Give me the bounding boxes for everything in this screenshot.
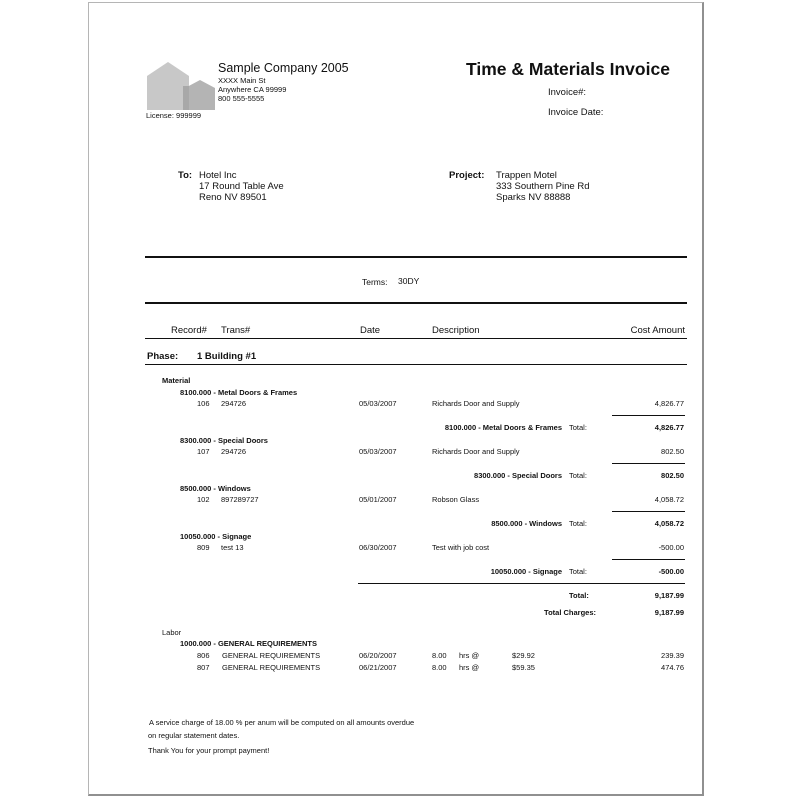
labor-hours: 8.00 [432,651,447,660]
cost-amount: 4,826.77 [654,399,684,408]
trans-number: 294726 [221,447,247,456]
trans-number: 294726 [221,399,247,408]
project-city: Sparks NV 88888 [496,192,571,203]
labor-date: 06/21/2007 [359,663,397,672]
cost-code-total: 4,826.77 [654,423,684,432]
labor-section-label: Labor [162,628,182,637]
to-name: Hotel Inc [199,170,237,181]
trans-description: Richards Door and Supply [432,447,520,456]
cost-code-total: 4,058.72 [654,519,684,528]
invoice-title: Time & Materials Invoice [466,59,670,79]
house-logo-icon [145,58,215,112]
labor-unit: hrs @ [459,651,480,660]
trans-number: 897289727 [221,495,259,504]
cost-amount: 802.50 [661,447,684,456]
labor-amount: 474.76 [661,663,684,672]
phase-rule [145,364,687,365]
labor-rate: $29.92 [512,651,535,660]
labor-unit: hrs @ [459,663,480,672]
to-city: Reno NV 89501 [199,192,267,203]
project-label: Project: [449,170,485,181]
project-street: 333 Southern Pine Rd [496,181,590,192]
service-charge-note-line2: on regular statement dates. [148,731,240,740]
subtotal-rule [612,463,685,464]
cost-amount: 4,058.72 [654,495,684,504]
labor-record-number: 806 [197,651,210,660]
material-total-label: Total: [569,591,589,600]
total-word: Total: [569,567,587,576]
company-address-2: Anywhere CA 99999 [218,85,287,94]
column-cost-amount: Cost Amount [630,325,685,336]
column-trans: Trans# [221,325,251,336]
subtotal-rule [612,415,685,416]
trans-date: 06/30/2007 [359,543,397,552]
cost-code-header: 8100.000 - Metal Doors & Frames [180,388,298,397]
trans-description: Robson Glass [432,495,480,504]
project-name: Trappen Motel [496,170,557,181]
cost-code-total-label: 8300.000 - Special Doors [474,471,562,480]
subtotal-rule [612,511,685,512]
company-phone: 800 555-5555 [218,94,265,103]
trans-description: Richards Door and Supply [432,399,520,408]
service-charge-prefix: A service charge of [149,718,213,727]
record-number: 102 [197,495,210,504]
labor-amount: 239.39 [661,651,684,660]
material-total: 9,187.99 [654,591,684,600]
column-date: Date [360,325,381,336]
record-number: 809 [197,543,210,552]
trans-number: test 13 [221,543,244,552]
record-number: 107 [197,447,210,456]
column-description: Description [432,325,480,336]
labor-date: 06/20/2007 [359,651,397,660]
license-number: License: 999999 [146,111,202,120]
header-rule [145,338,687,339]
cost-code-total: 802.50 [661,471,684,480]
terms-value: 30DY [398,276,420,286]
record-number: 106 [197,399,210,408]
cost-code-total-label: 8100.000 - Metal Doors & Frames [444,423,562,432]
cost-code-total-label: 10050.000 - Signage [490,567,562,576]
cost-amount: -500.00 [658,543,684,552]
column-record: Record# [171,325,207,336]
trans-date: 05/03/2007 [359,447,397,456]
material-total-rule [358,583,685,584]
terms-bottom-rule [145,302,687,304]
company-address-1: XXXX Main St [218,76,266,85]
thank-you-note: Thank You for your prompt payment! [148,746,270,755]
trans-description: Test with job cost [432,543,490,552]
subtotal-rule [612,559,685,560]
phase-label: Phase: [147,351,179,362]
labor-description: GENERAL REQUIREMENTS [222,663,321,672]
service-charge-rate: 18.00 [214,718,234,727]
cost-code-total-label: 8500.000 - Windows [491,519,562,528]
invoice-date-label: Invoice Date: [548,107,604,118]
terms-label: Terms: [362,277,388,287]
service-charge-note [149,718,414,727]
total-word: Total: [569,423,587,432]
cost-code-header: 10050.000 - Signage [180,532,252,541]
terms-top-rule [145,256,687,258]
cost-code-header: 8500.000 - Windows [180,484,251,493]
cost-code-header: 8300.000 - Special Doors [180,436,268,445]
to-label: To: [178,170,193,181]
material-section-label: Material [162,376,191,385]
total-word: Total: [569,519,587,528]
phase-value: 1 Building #1 [197,351,257,362]
to-street: 17 Round Table Ave [199,181,284,192]
total-charges: 9,187.99 [654,608,684,617]
cost-code-total: -500.00 [658,567,684,576]
labor-record-number: 807 [197,663,210,672]
total-word: Total: [569,471,587,480]
company-name: Sample Company 2005 [218,61,349,75]
labor-cost-code-header: 1000.000 - GENERAL REQUIREMENTS [180,639,317,648]
labor-hours: 8.00 [432,663,447,672]
invoice-number-label: Invoice#: [548,87,587,98]
service-charge-suffix: % per anum will be computed on all amounts overdue [235,718,415,727]
trans-date: 05/03/2007 [359,399,397,408]
trans-date: 05/01/2007 [359,495,397,504]
labor-rate: $59.35 [512,663,535,672]
total-charges-label: Total Charges: [544,608,596,617]
labor-description: GENERAL REQUIREMENTS [222,651,321,660]
